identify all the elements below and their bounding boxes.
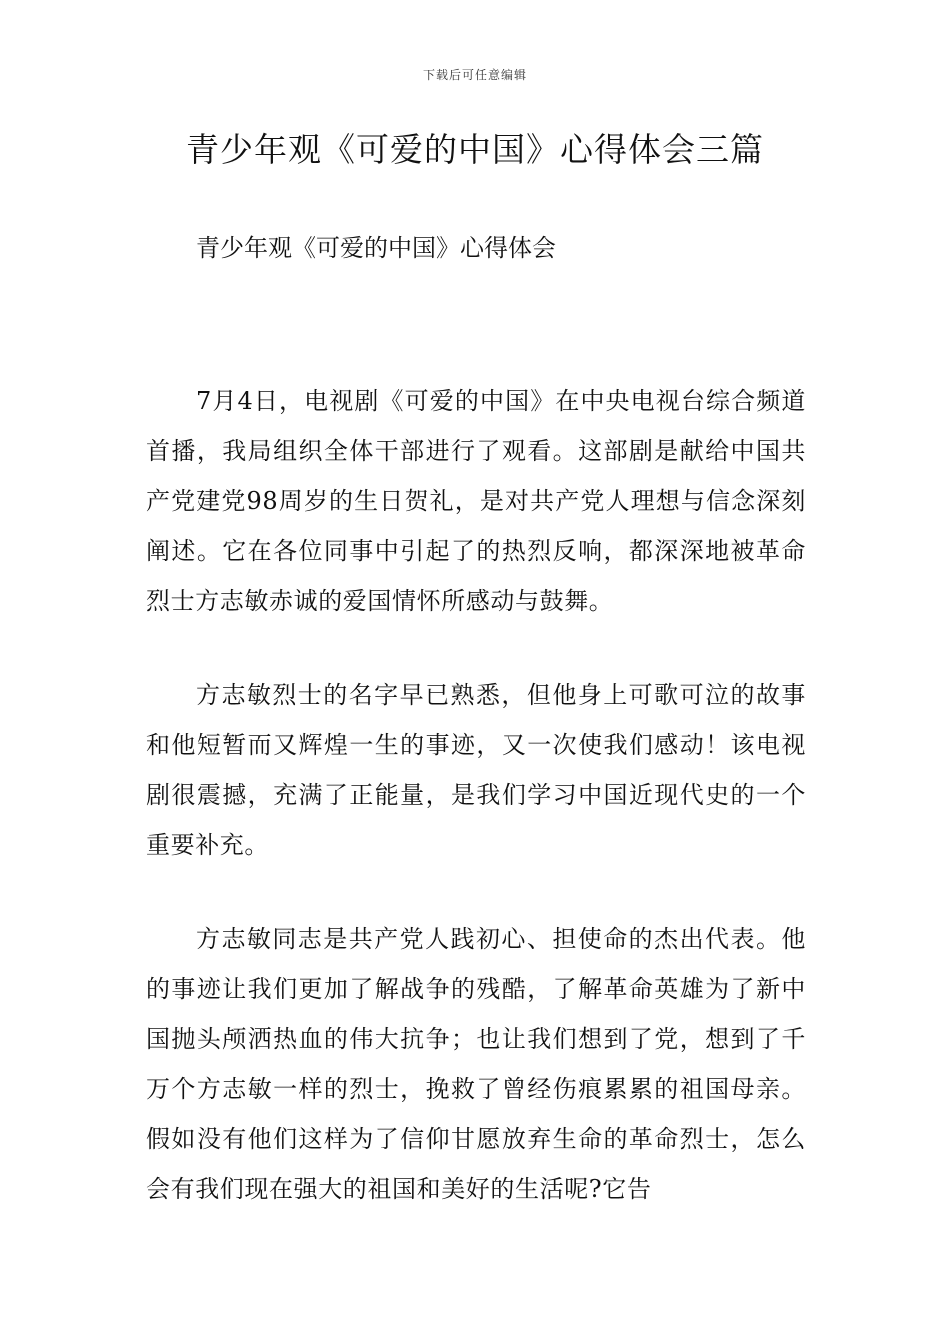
header-note: 下载后可任意编辑 <box>422 68 527 82</box>
paragraph-1: 7月4日，电视剧《可爱的中国》在中央电视台综合频道首播，我局组织全体干部进行了观看。这部剧是献给中国共产党建党98周岁的生日贺礼，是对共产党人理想与信念深刻阐述。它在各位同事中引起了的热烈反响，都深深地被革命烈士方志敏赤诚的爱国情怀所感动与鼓舞。 <box>146 387 806 615</box>
section-subtitle: 青少年观《可爱的中国》心得体会 <box>196 234 556 262</box>
paragraph-2: 方志敏烈士的名字早已熟悉，但他身上可歌可泣的故事和他短暂而又辉煌一生的事迹，又一次使我们感动！该电视剧很震撼，充满了正能量，是我们学习中国近现代史的一个重要补充。 <box>146 681 806 859</box>
paragraph-3: 方志敏同志是共产党人践初心、担使命的杰出代表。他的事迹让我们更加了解战争的残酷，了解革命英雄为了新中国抛头颅洒热血的伟大抗争；也让我们想到了党，想到了千万个方志敏一样的烈士，挽救了曾经伤痕累累的祖国母亲。假如没有他们这样为了信仰甘愿放弃生命的革命烈士，怎么会有我们现在强大的祖国和美好的生活呢?它告 <box>146 925 806 1203</box>
document-body <box>146 376 806 1258</box>
document-title: 青少年观《可爱的中国》心得体会三篇 <box>186 130 764 169</box>
